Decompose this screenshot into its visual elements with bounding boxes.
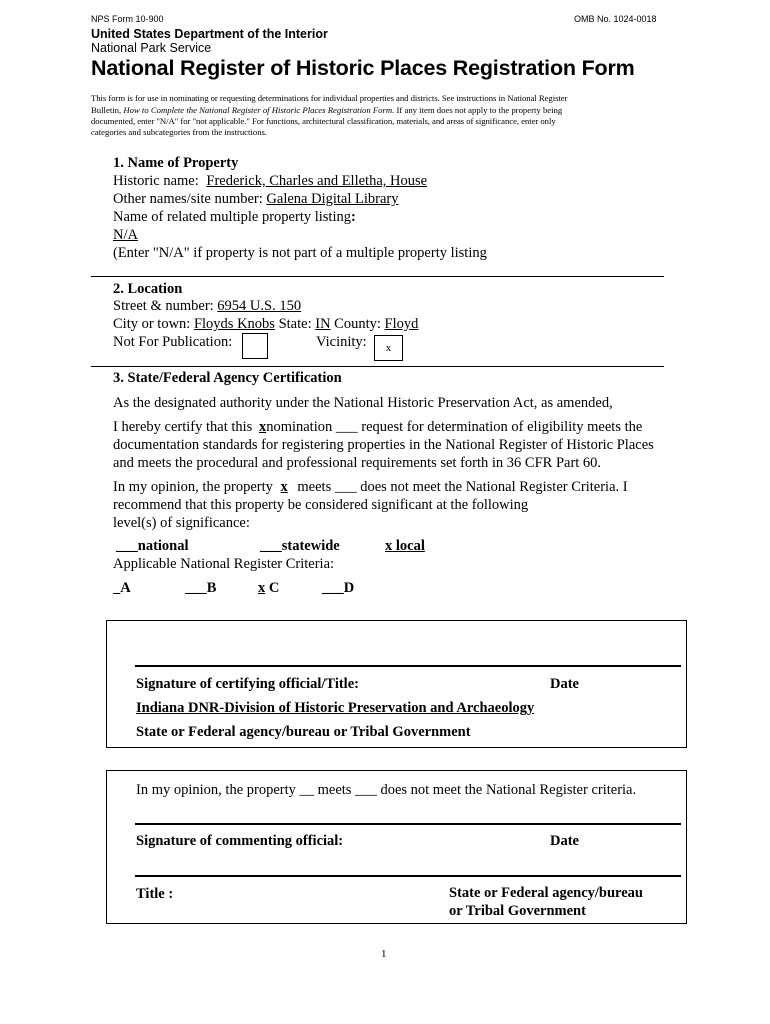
signature-line[interactable]	[135, 665, 681, 667]
certify-text: nomination ___ request for determination of eligibility meets the	[266, 419, 643, 435]
instructions-line	[91, 105, 562, 115]
criteria-a: _A	[113, 580, 131, 596]
related-listing-label: Name of related multiple property listing	[113, 209, 351, 225]
instructions-line: categories and subcategories from the instructions.	[91, 127, 268, 137]
certifying-agency-name: Indiana DNR-Division of Historic Preservation and Archaeology	[136, 700, 535, 716]
opinion-text: meets ___ does not meet the National Register Criteria. I	[297, 479, 628, 495]
commenting-agency-line: or Tribal Government	[449, 903, 586, 919]
section-divider	[91, 276, 664, 277]
opinion-text: In my opinion, the property	[113, 479, 273, 495]
other-names-value: Galena Digital Library	[266, 191, 399, 207]
certifying-official-box	[106, 620, 687, 748]
other-names-row	[113, 191, 398, 208]
county-value: Floyd	[384, 316, 419, 332]
certify-text: I hereby certify that this	[113, 419, 253, 435]
city-value: Floyds Knobs	[193, 316, 275, 332]
street-row	[113, 298, 301, 315]
related-listing-value: N/A	[113, 227, 138, 243]
title-line[interactable]	[135, 875, 681, 877]
certify-line: and meets the procedural and professional requirements set forth in 36 CFR Part 60.	[113, 455, 602, 471]
commenting-date-label: Date	[550, 833, 579, 849]
commenting-official-box	[106, 770, 687, 924]
certifying-agency-caption: State or Federal agency/bureau or Tribal Government	[136, 724, 471, 740]
department-name: United States Department of the Interior	[91, 27, 328, 41]
instructions-text: If any item does not apply to the property being	[396, 105, 563, 115]
section2-heading: 2. Location	[113, 281, 183, 297]
criteria-b: ___B	[185, 580, 217, 596]
related-listing-colon: :	[350, 209, 356, 225]
historic-name-row	[113, 173, 427, 190]
criteria-c	[258, 580, 279, 597]
historic-name-label: Historic name:	[113, 173, 199, 189]
vicinity-label: Vicinity:	[316, 334, 367, 350]
level-local	[385, 538, 425, 555]
authority-text: As the designated authority under the National Historic Preservation Act, as amended,	[113, 395, 613, 411]
level-statewide: ___statewide	[260, 538, 340, 554]
instructions-text: Bulletin,	[91, 105, 122, 115]
commenting-agency-line: State or Federal agency/bureau	[449, 885, 643, 901]
state-value: IN	[315, 316, 331, 332]
commenting-signature-label: Signature of commenting official:	[136, 833, 344, 849]
section3-heading: 3. State/Federal Agency Certification	[113, 370, 342, 386]
signature-line[interactable]	[135, 823, 681, 825]
county-label: County:	[334, 316, 381, 332]
street-label: Street & number:	[113, 298, 214, 314]
related-listing-row	[113, 209, 356, 226]
certifying-date-label: Date	[550, 676, 579, 692]
street-value: 6954 U.S. 150	[217, 298, 302, 314]
omb-number: OMB No. 1024-0018	[574, 14, 657, 24]
section-divider	[91, 366, 664, 367]
level-national: ___national	[116, 538, 189, 554]
other-names-label: Other names/site number:	[113, 191, 263, 207]
level-local-label: local	[392, 538, 425, 554]
criteria-d: ___D	[322, 580, 355, 596]
page-number: 1	[381, 948, 387, 960]
certify-line	[113, 419, 642, 436]
vicinity-checkbox[interactable]: x	[374, 335, 403, 361]
not-for-publication-checkbox[interactable]	[242, 333, 268, 359]
state-label: State:	[278, 316, 312, 332]
criteria-label: Applicable National Register Criteria:	[113, 556, 335, 572]
instructions-line: documented, enter "N/A" for "not applicable." For functions, architectural classification, materials, and areas of significance, enter only	[91, 116, 556, 126]
commenting-opinion-text: In my opinion, the property __ meets ___ does not meet the National Register criteria.	[136, 782, 637, 798]
nomination-mark: x	[258, 419, 267, 435]
not-for-publication-label: Not For Publication:	[113, 334, 233, 350]
related-listing-note: (Enter "N/A" if property is not part of a multiple property listing	[113, 245, 487, 261]
bulletin-title: How to Complete the National Register of Historic Places Registration Form.	[123, 105, 395, 115]
criteria-c-mark: x	[258, 580, 266, 596]
criteria-c-label: C	[265, 580, 280, 596]
commenting-title-label: Title :	[136, 886, 174, 902]
service-name: National Park Service	[91, 41, 212, 55]
meets-mark: x	[280, 479, 288, 495]
certify-line: documentation standards for registering properties in the National Register of Historic Places	[113, 437, 654, 453]
form-number: NPS Form 10-900	[91, 14, 164, 24]
opinion-line: level(s) of significance:	[113, 515, 250, 531]
form-title: National Register of Historic Places Registration Form	[91, 56, 635, 80]
city-row	[113, 316, 418, 333]
section1-heading: 1. Name of Property	[113, 155, 239, 171]
instructions-line: This form is for use in nominating or requesting determinations for individual properties and districts. See instructions in National Register	[91, 93, 568, 103]
historic-name-value: Frederick, Charles and Elletha, House	[206, 173, 428, 189]
certifying-signature-label: Signature of certifying official/Title:	[136, 676, 359, 692]
level-local-mark: x	[385, 538, 393, 554]
opinion-line: recommend that this property be considered significant at the following	[113, 497, 529, 513]
city-label: City or town:	[113, 316, 191, 332]
opinion-line	[113, 479, 628, 496]
